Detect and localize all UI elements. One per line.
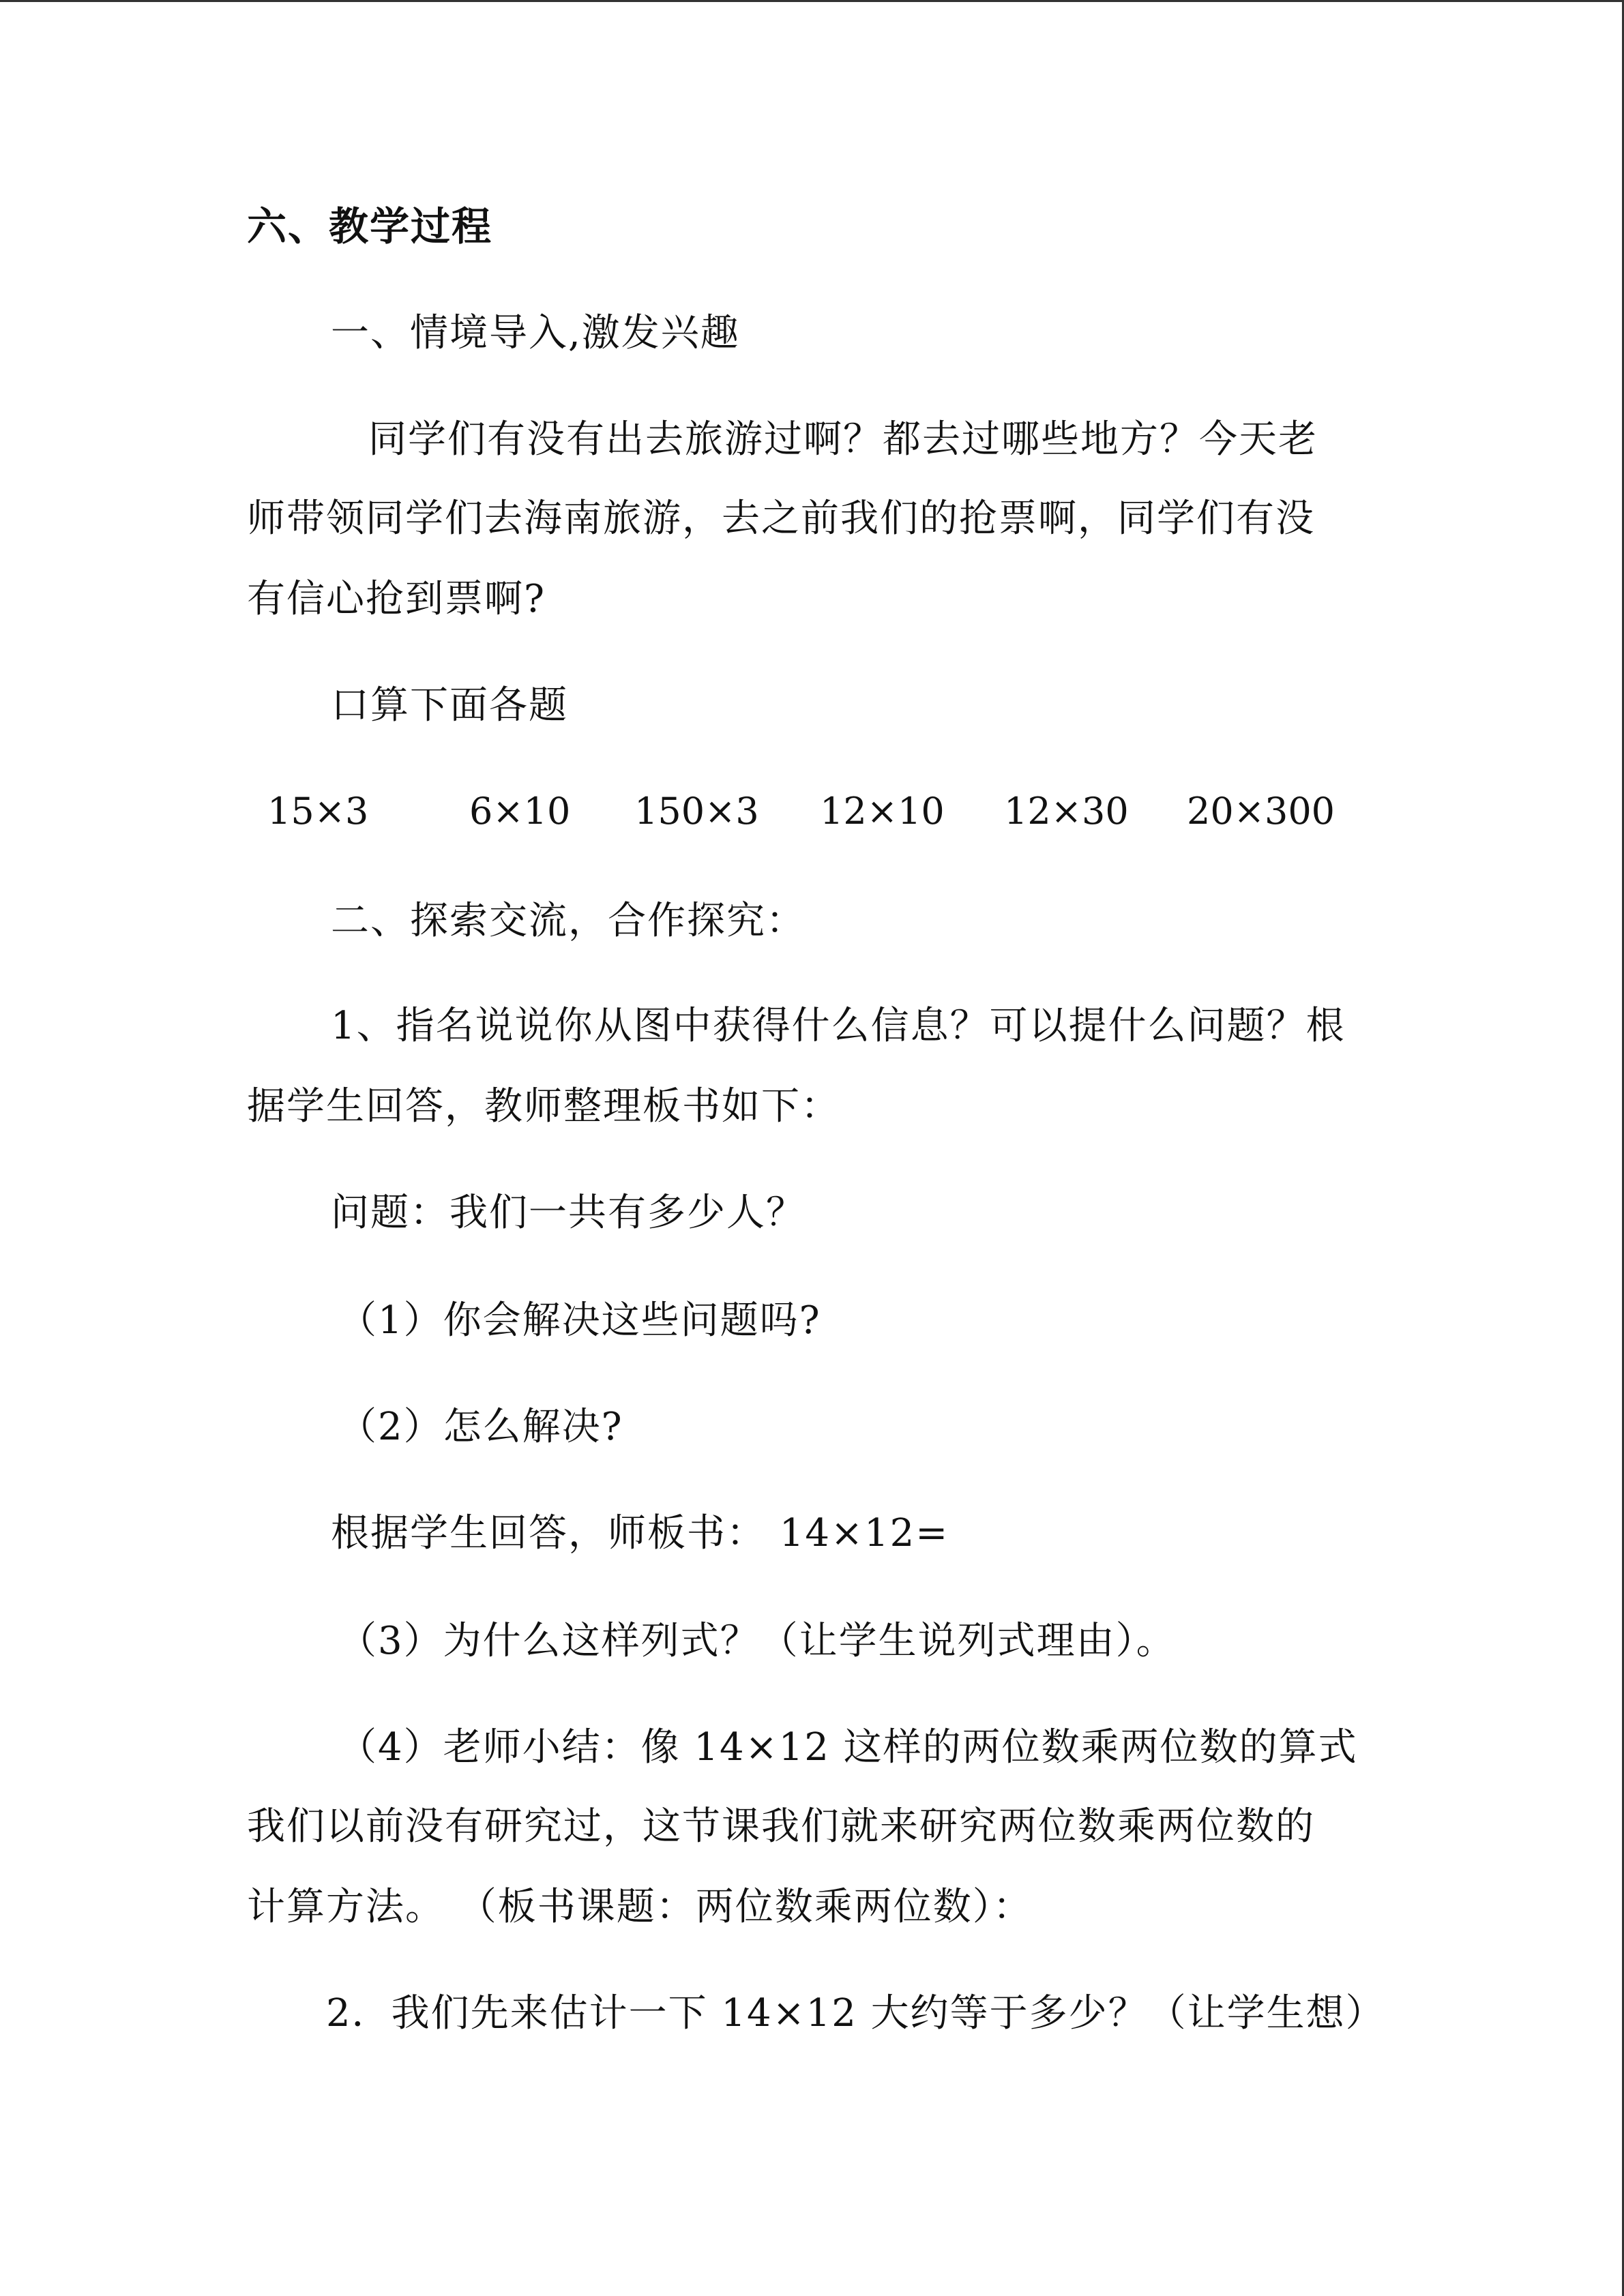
question-2: （2）怎么解决?: [338, 1405, 623, 1449]
summary-line-2: 我们以前没有研究过，这节课我们就来研究两位数乘两位数的: [247, 1804, 1315, 1849]
expression: 150×3: [634, 790, 759, 833]
expression: 12×30: [1004, 790, 1129, 833]
item2-text: 2．我们先来估计一下 14×12 大约等于多少？（让学生想）: [326, 1991, 1385, 2036]
expression: 15×3: [267, 790, 369, 833]
mental-math-label: 口算下面各题: [331, 683, 568, 728]
part1-para-line-2: 师带领同学们去海南旅游，去之前我们的抢票啊，同学们有没: [247, 496, 1315, 541]
summary-line-1: （4）老师小结：像 14×12 这样的两位数乘两位数的算式: [338, 1725, 1358, 1770]
summary-line-3: 计算方法。 （板书课题：两位数乘两位数）：: [247, 1885, 1033, 1929]
section-title: 六、教学过程: [247, 203, 493, 250]
expression: 6×10: [469, 790, 571, 833]
part1-para-line-1: 同学们有没有出去旅游过啊？都去过哪些地方？今天老: [368, 417, 1318, 462]
question-text: 问题：我们一共有多少人？: [331, 1191, 806, 1235]
board-writing: 根据学生回答，师板书： 14×12=: [331, 1511, 949, 1555]
part2-heading: 二、探索交流，合作探究：: [331, 899, 806, 943]
part1-para-line-3: 有信心抢到票啊?: [247, 577, 546, 621]
expression: 20×300: [1187, 790, 1335, 833]
question-1: （1）你会解决这些问题吗?: [338, 1298, 821, 1343]
item1-line-1: 1、指名说说你从图中获得什么信息？可以提什么问题？根: [331, 1004, 1346, 1048]
question-3: （3）为什么这样列式？（让学生说列式理由）。: [338, 1619, 1176, 1663]
part1-heading: 一、情境导入,激发兴趣: [331, 311, 740, 355]
expression: 12×10: [820, 790, 945, 833]
item1-line-2: 据学生回答，教师整理板书如下：: [247, 1084, 840, 1129]
